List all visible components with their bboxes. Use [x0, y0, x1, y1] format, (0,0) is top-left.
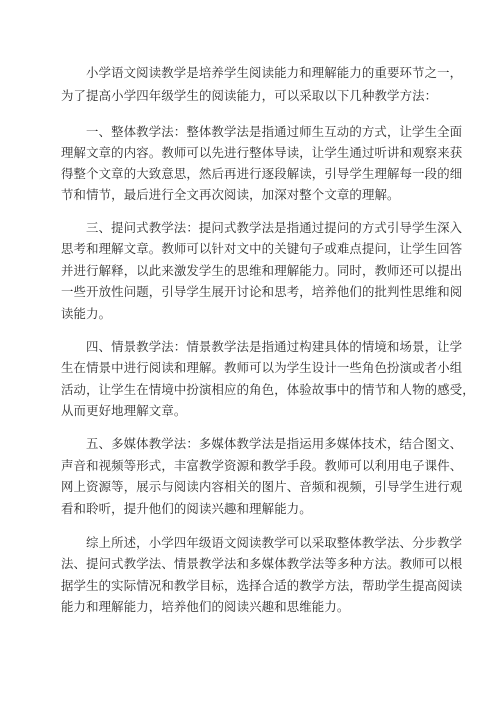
- text-line: 能力和理解能力，培养他们的阅读兴趣和思维能力。: [61, 599, 350, 614]
- text-line: 三、提问式教学法：提问式教学法是指通过提问的方式引导学生深入: [86, 220, 463, 235]
- text-line: 并进行解释，以此来激发学生的思维和理解能力。同时，教师还可以提出: [61, 263, 463, 278]
- text-line: 法、提问式教学法、情景教学法和多媒体教学法等多种方法。教师可以根: [61, 556, 463, 571]
- text-line: 生在情景中进行阅读和理解。教师可以为学生设计一些角色扮演或者小组: [61, 360, 463, 375]
- text-line: 得整个文章的大致意思，然后再进行逐段解读，引导学生理解每一段的细: [61, 166, 463, 181]
- text-line: 读能力。: [61, 306, 112, 321]
- text-line: 四、情景教学法：情景教学法是指通过构建具体的情境和场景，让学: [86, 339, 463, 354]
- text-line: 看和聆听，提升他们的阅读兴趣和理解能力。: [61, 501, 312, 516]
- text-line: 五、多媒体教学法：多媒体教学法是指运用多媒体技术，结合图文、: [86, 436, 463, 451]
- text-line: 理解文章的内容。教师可以先进行整体导读，让学生通过听讲和观察来获: [61, 145, 463, 160]
- text-line: 小学语文阅读教学是培养学生阅读能力和理解能力的重要环节之一，: [86, 65, 463, 80]
- text-line: 综上所述，小学四年级语文阅读教学可以采取整体教学法、分步教学: [86, 535, 463, 550]
- text-line: 思考和理解文章。教师可以针对文中的关键句子或难点提问，让学生回答: [61, 241, 463, 256]
- text-line: 为了提高小学四年级学生的阅读能力，可以采取以下几种教学方法：: [61, 88, 438, 103]
- text-line: 一些开放性问题，引导学生展开讨论和思考，培养他们的批判性思维和阅: [61, 284, 463, 299]
- text-line: 网上资源等，展示与阅读内容相关的图片、音频和视频，引导学生进行观: [61, 479, 463, 494]
- text-line: 一、整体教学法：整体教学法是指通过师生互动的方式，让学生全面: [86, 124, 463, 139]
- text-line: 声音和视频等形式，丰富教学资源和教学手段。教师可以利用电子课件、: [61, 458, 463, 473]
- text-line: 节和情节，最后进行全文再次阅读，加深对整个文章的理解。: [61, 187, 400, 202]
- text-line: 据学生的实际情况和教学目标，选择合适的教学方法，帮助学生提高阅读: [61, 578, 463, 593]
- text-line: 从而更好地理解文章。: [61, 403, 187, 418]
- text-line: 活动，让学生在情境中扮演相应的角色，体验故事中的情节和人物的感受，: [61, 382, 475, 397]
